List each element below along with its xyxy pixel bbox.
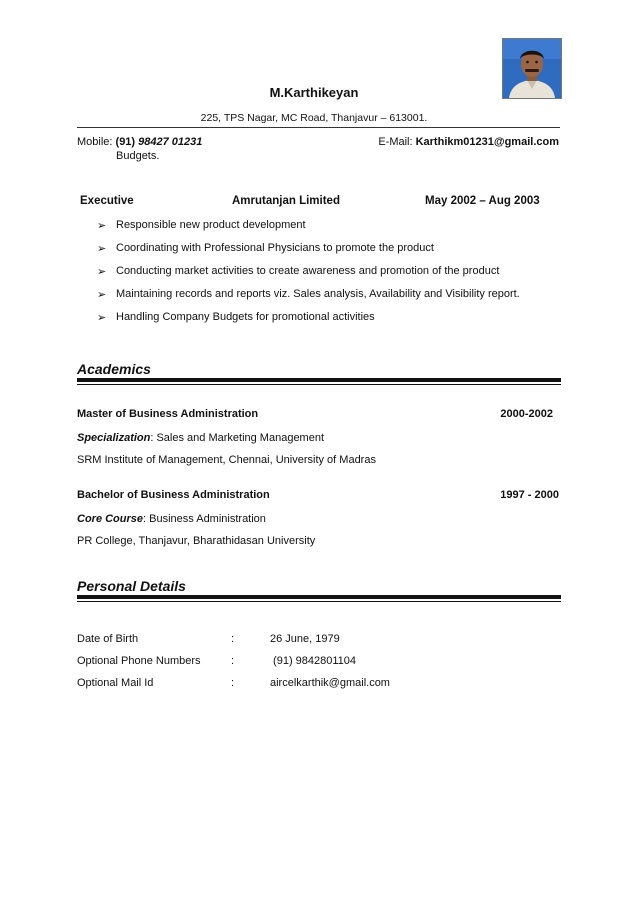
academics-rule-thick [77,378,561,382]
arrow-bullet-icon: ➢ [97,289,107,301]
degree-years: 2000-2002 [500,408,553,420]
detail-row-separator: : [231,655,235,667]
degree-institution: PR College, Thanjavur, Bharathidasan University [77,535,316,547]
detail-row-value: 26 June, 1979 [270,633,340,645]
detail-row-label: Optional Phone Numbers [77,655,201,667]
job-period: May 2002 – Aug 2003 [425,195,540,207]
degree-detail [77,513,266,525]
mobile-line [77,136,202,148]
detail-row-label: Optional Mail Id [77,677,154,689]
detail-label: Specialization [77,432,151,444]
arrow-bullet-icon: ➢ [97,312,107,324]
detail-row-value[interactable]: aircelkarthik@gmail.com [270,677,390,689]
mobile-number: 98427 01231 [138,136,203,148]
detail-label: Core Course [77,513,144,525]
personal-details-heading: Personal Details [77,578,186,594]
email-value[interactable]: Karthikm01231@gmail.com [415,136,559,148]
mobile-suffix: Budgets. [116,150,160,162]
degree-title: Master of Business Administration [77,408,259,420]
academics-rule-thin [77,384,561,385]
detail-value: : Sales and Marketing Management [150,432,325,444]
detail-row-separator: : [231,677,235,689]
arrow-bullet-icon: ➢ [97,220,107,232]
header-divider [77,127,560,128]
list-item: Conducting market activities to create awareness and promotion of the product [116,265,500,277]
list-item: Coordinating with Professional Physicians to promote the product [116,242,434,254]
detail-row-label: Date of Birth [77,633,139,645]
list-item: Handling Company Budgets for promotional activities [116,311,375,323]
degree-years: 1997 - 2000 [500,489,559,501]
mobile-prefix: (91) [115,136,139,148]
job-role: Executive [80,195,134,207]
detail-value: : Business Administration [143,513,266,525]
address: 225, TPS Nagar, MC Road, Thanjavur – 613001. [200,112,428,124]
detail-row-value: (91) 9842801104 [270,655,357,667]
applicant-name: M.Karthikeyan [269,85,359,100]
detail-row-separator: : [231,633,235,645]
personal-rule-thin [77,601,561,602]
mobile-label: Mobile: [77,136,113,148]
arrow-bullet-icon: ➢ [97,243,107,255]
list-item: Maintaining records and reports viz. Sales analysis, Availability and Visibility report. [116,288,520,300]
degree-title: Bachelor of Business Administration [77,489,270,501]
personal-rule-thick [77,595,561,599]
email-label: E-Mail: [378,136,416,148]
job-company: Amrutanjan Limited [232,195,340,207]
email-line [378,136,559,148]
degree-institution: SRM Institute of Management, Chennai, University of Madras [77,454,376,466]
list-item: Responsible new product development [116,219,306,231]
degree-detail [77,432,324,444]
arrow-bullet-icon: ➢ [97,266,107,278]
academics-heading: Academics [77,361,151,377]
